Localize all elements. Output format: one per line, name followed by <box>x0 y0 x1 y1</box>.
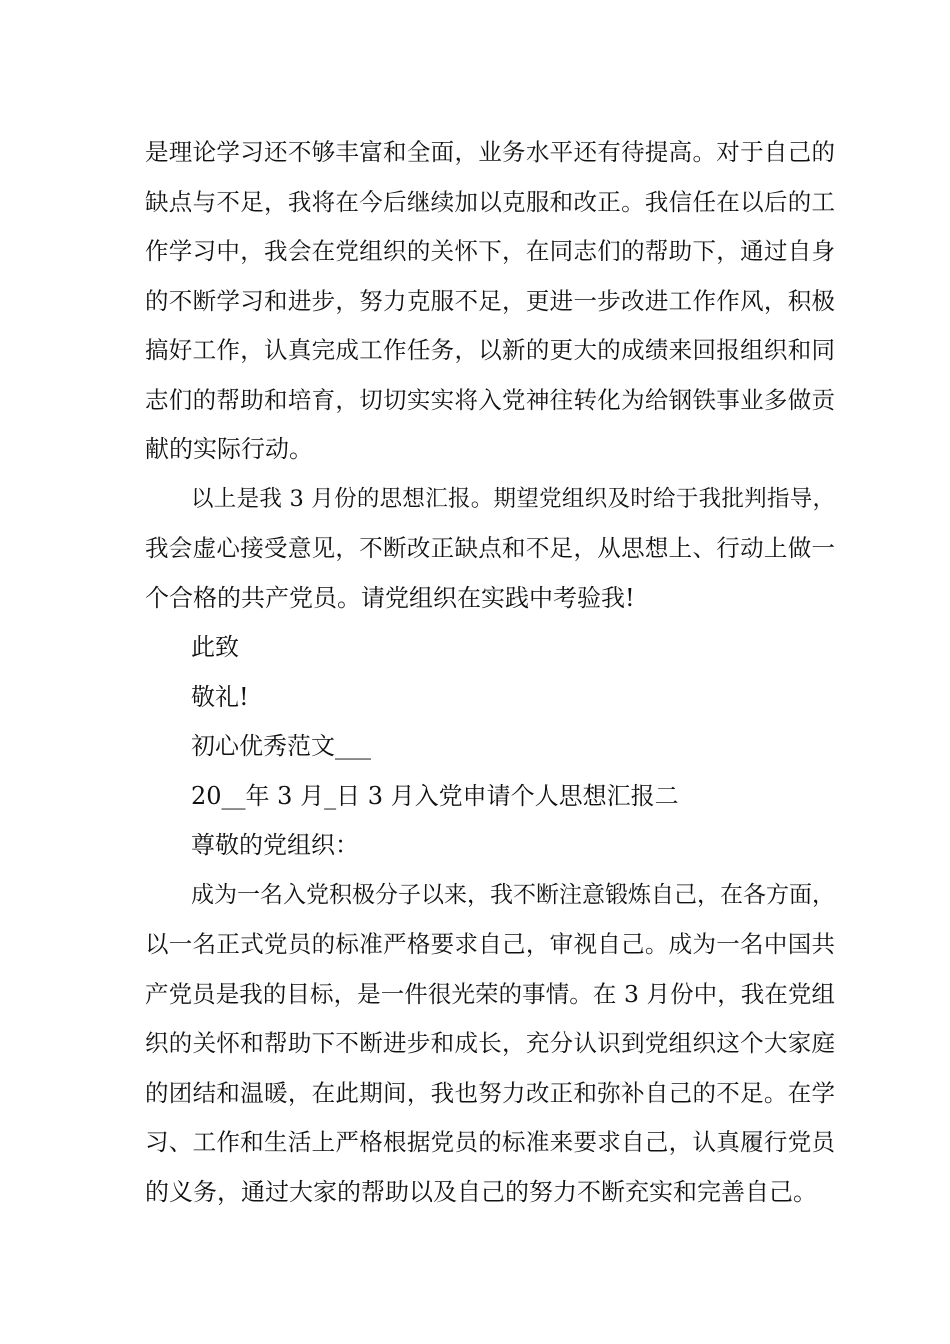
closing-salutation: 敬礼! <box>191 682 249 711</box>
signature-line: 初心优秀范文___ <box>191 732 371 760</box>
text-line: 以上是我 3 月份的思想汇报。期望党组织及时给于我批判指导， <box>191 485 835 512</box>
closing-salutation: 此致 <box>191 633 239 661</box>
text-line: 成为一名入党积极分子以来，我不断注意锻炼自己，在各方面， <box>191 881 835 908</box>
text-line: 我会虚心接受意见，不断改正缺点和不足，从思想上、行动上做一 <box>145 534 835 562</box>
text-line: 的义务，通过大家的帮助以及自己的努力不断充实和完善自己。 <box>145 1177 817 1206</box>
document-body <box>145 128 835 1217</box>
text-line: 个合格的共产党员。请党组织在实践中考验我! <box>145 583 635 612</box>
text-line: 织的关怀和帮助下不断进步和成长，充分认识到党组织这个大家庭 <box>145 1029 835 1057</box>
text-line: 志们的帮助和培育，切切实实将入党神往转化为给钢铁事业多做贡 <box>145 385 835 414</box>
text-line: 献的实际行动。 <box>145 435 313 463</box>
text-line: 以一名正式党员的标准严格要求自己，审视自己。成为一名中国共 <box>145 930 835 958</box>
text-line: 习、工作和生活上严格根据党员的标准来要求自己，认真履行党员 <box>145 1128 835 1156</box>
text-line: 搞好工作，认真完成工作任务，以新的更大的成绩来回报组织和同 <box>145 336 835 364</box>
text-line: 的不断学习和进步，努力克服不足，更进一步改进工作作风，积极 <box>145 286 835 315</box>
text-line: 产党员是我的目标，是一件很光荣的事情。在 3 月份中，我在党组 <box>145 979 835 1008</box>
text-line: 作学习中，我会在党组织的关怀下，在同志们的帮助下，通过自身 <box>145 237 835 265</box>
text-line: 的团结和温暖，在此期间，我也努力改正和弥补自己的不足。在学 <box>145 1078 835 1107</box>
greeting-line: 尊敬的党组织： <box>191 831 359 859</box>
date-heading-line: 20__年 3 月_日 3 月入党申请个人思想汇报二 <box>191 781 679 810</box>
text-line: 是理论学习还不够丰富和全面，业务水平还有待提高。对于自己的 <box>145 138 835 166</box>
text-line: 缺点与不足，我将在今后继续加以克服和改正。我信任在以后的工 <box>145 187 835 216</box>
